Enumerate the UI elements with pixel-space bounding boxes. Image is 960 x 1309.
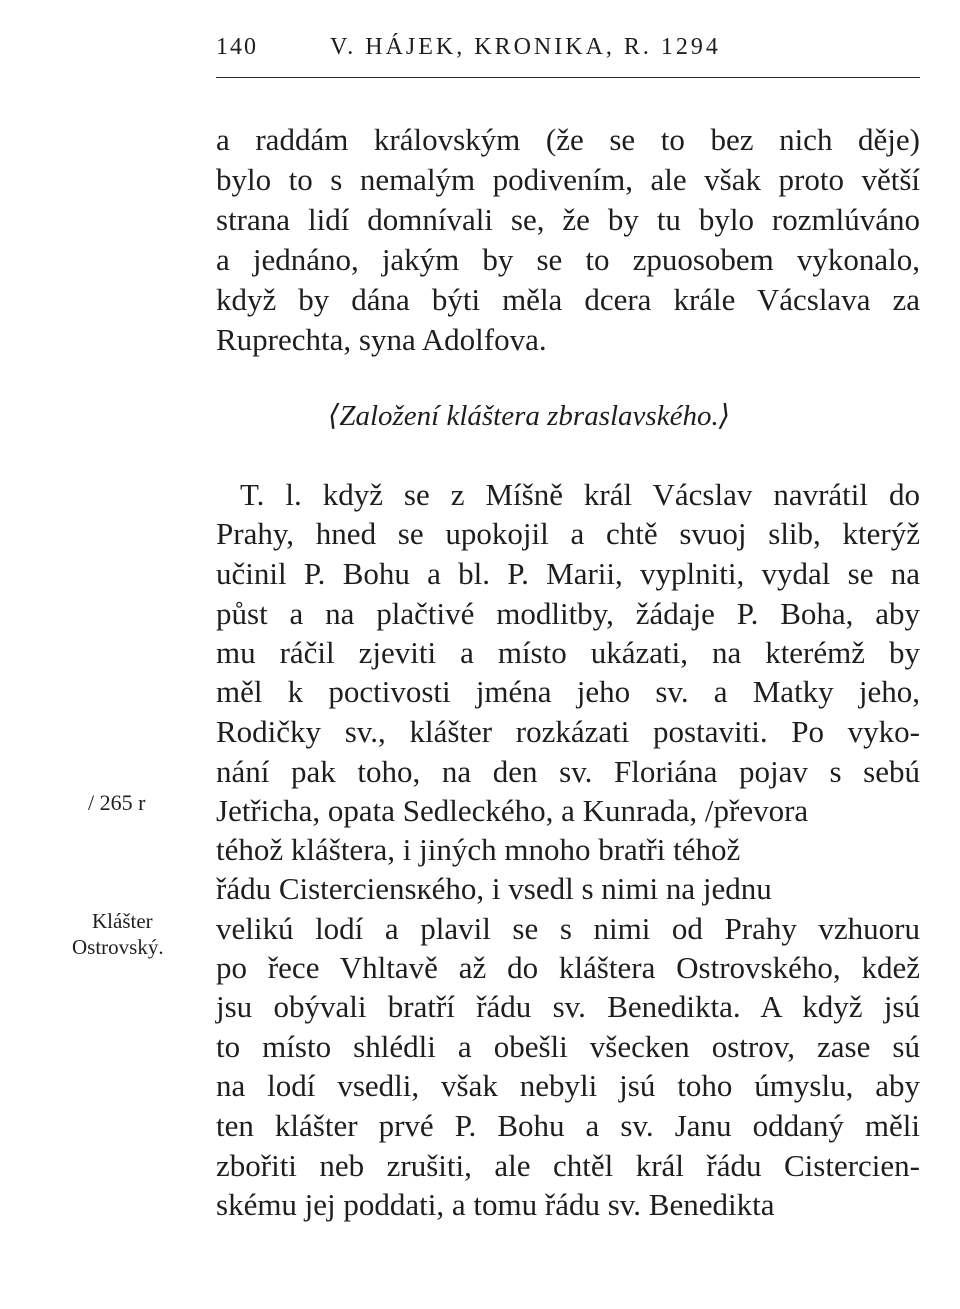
text-line: Ruprechta, syna Adolfova. <box>216 322 547 357</box>
text-line: zbořiti neb zrušiti, ale chtěl král řádu Cistercien- <box>216 1148 920 1183</box>
text-line: T. l. když se z Míšně král Vácslav navrátil do <box>240 477 920 512</box>
text-line: Prahy, hned se upokojil a chtě svuoj slib, kterýž <box>216 516 920 551</box>
header-rule <box>216 77 920 78</box>
text-line: půst a na plačtivé modlitby, žádaje P. Boha, aby <box>216 596 920 631</box>
text-line: Jetřicha, opata Sedleckého, a Kunrada, /převora <box>216 793 809 828</box>
text-line: mu ráčil zjeviti a místo ukázati, na kterémž by <box>216 635 920 670</box>
text-line: jsu obývali bratří řádu sv. Benedikta. A když jsú <box>216 989 920 1024</box>
text-line: po řece Vhltavě až do kláštera Ostrovského, kdež <box>216 950 920 985</box>
text-line: měl k poctivosti jména jeho sv. a Matky jeho, <box>216 674 920 709</box>
text-line: téhož kláštera, i jiných mnoho bratři téhož <box>216 832 741 867</box>
text-line: a raddám královským (že se to bez nich děje) <box>216 122 920 157</box>
text-line: skému jej poddati, a tomu řádu sv. Benedikta <box>216 1187 775 1222</box>
text-line: bylo to s nemalým podivením, ale však proto větší <box>216 162 920 197</box>
text-line: učinil P. Bohu a bl. P. Marii, vyplniti, vydal se na <box>216 556 920 591</box>
page-number: 140 <box>216 34 258 60</box>
running-header <box>216 34 920 74</box>
text-line: nání pak toho, na den sv. Floriána pojav s sebú <box>216 754 920 789</box>
text-line: strana lidí domnívali se, že by tu bylo rozmlúváno <box>216 202 920 237</box>
text-line: Rodičky sv., klášter rozkázati postaviti. Po vyko- <box>216 714 920 749</box>
text-line: a jednáno, jakým by se to zpuosobem vykonalo, <box>216 242 920 277</box>
section-heading: ⟨Založení kláštera zbraslavského.⟩ <box>328 400 731 432</box>
text-line: na lodí vsedli, však nebyli jsú toho úmyslu, aby <box>216 1068 920 1103</box>
margin-note-line: Klášter <box>92 909 153 933</box>
text-line: řádu Cisterciensкého, i vsedl s nimi na jednu <box>216 871 772 906</box>
running-title: V. HÁJEK, KRONIKA, R. 1294 <box>330 34 721 60</box>
margin-note-line: Ostrovský. <box>72 935 164 959</box>
folio-marker: / 265 r <box>88 790 146 815</box>
text-line: ten klášter prvé P. Bohu a sv. Janu oddaný měli <box>216 1108 920 1143</box>
text-line: velikú lodí a plavil se s nimi od Prahy vzhuoru <box>216 911 920 946</box>
text-line: když by dána býti měla dcera krále Vácslava za <box>216 282 920 317</box>
text-line: to místo shlédli a obešli všecken ostrov, zase sú <box>216 1029 920 1064</box>
